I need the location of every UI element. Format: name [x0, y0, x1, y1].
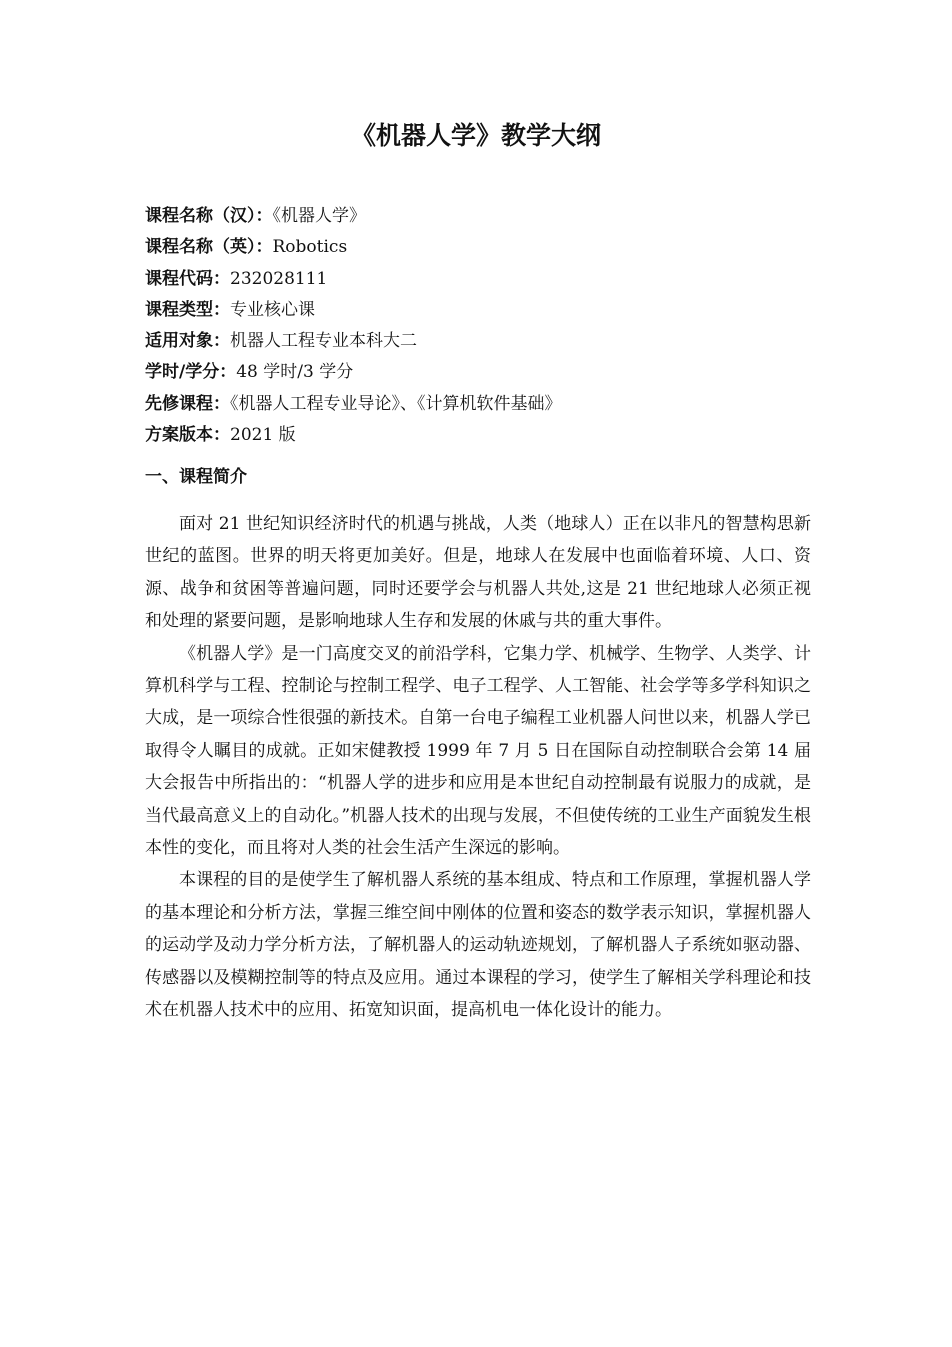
course-code-row: [145, 264, 815, 295]
meta-value: 48 学时/3 学分: [236, 362, 354, 383]
prerequisites-row: [145, 389, 815, 420]
paragraph: 本课程的目的是使学生了解机器人系统的基本组成、特点和工作原理，掌握机器人学的基本理论和分析方法，掌握三维空间中刚体的位置和姿态的数学表示知识，掌握机器人的运动学及动力学分析方法，了解机器人的运动轨迹规划，了解机器人子系统如驱动器、传感器以及模糊控制等的特点及应用。通过本课程的学习，使学生了解相关学科理论和技术在机器人技术中的应用、拓宽知识面，提高机电一体化设计的能力。: [145, 870, 811, 1021]
meta-label: 课程类型：: [145, 299, 230, 320]
meta-label: 课程名称（汉）：: [145, 206, 273, 226]
meta-value: 《机器人工程专业导论》、《计算机软件基础》: [230, 393, 562, 414]
target-audience-row: [145, 326, 815, 357]
scheme-version-row: [145, 420, 815, 451]
meta-label: 课程名称（英）：: [145, 237, 273, 258]
paragraph: 《机器人学》是一门高度交叉的前沿学科，它集力学、机械学、生物学、人类学、计算机科学与工程、控制论与控制工程学、电子工程学、人工智能、社会学等多学科知识之大成，是一项综合性很强的新技术。自第一台电子编程工业机器人问世以来，机器人学已取得令人瞩目的成就。正如宋健教授 1999 年 7 月 5 日在国际自动控制联合会第 14 届大会报告中所指出的：“机器人学的进步和应用是本世纪自动控制最有说服力的成就，是当代最高意义上的自动化。”机器人技术的出现与发展，不但使传统的工业生产面貌发生根本性的变化，而且将对人类的社会生活产生深远的影响。: [145, 643, 811, 859]
document-title: 《机器人学》教学大纲: [350, 121, 601, 150]
course-type-row: [145, 295, 815, 326]
course-name-cn-row: [145, 201, 815, 232]
meta-label: 先修课程：: [145, 393, 230, 414]
meta-label: 方案版本：: [145, 425, 230, 446]
meta-value: 2021 版: [230, 425, 296, 446]
paragraph: 面对 21 世纪知识经济时代的机遇与挑战，人类（地球人）正在以非凡的智慧构思新世纪的蓝图。世界的明天将更加美好。但是，地球人在发展中也面临着环境、人口、资源、战争和贫困等普遍问题，同时还要学会与机器人共处,这是 21 世纪地球人必须正视和处理的紧要问题，是影响地球人生存和发展的休戚与共的重大事件。: [145, 514, 811, 632]
meta-value: 232028111: [230, 268, 328, 289]
meta-value: 《机器人学》: [272, 206, 366, 226]
meta-label: 课程代码：: [145, 268, 230, 289]
meta-value: 机器人工程专业本科大二: [230, 331, 417, 352]
meta-label: 适用对象：: [145, 331, 230, 352]
course-info-list: [145, 201, 815, 451]
course-name-en-row: [145, 232, 815, 263]
hours-credits-row: [145, 357, 815, 388]
section-heading-intro: 一、课程简介: [145, 467, 247, 487]
meta-value: 专业核心课: [230, 299, 315, 320]
meta-value: Robotics: [272, 237, 348, 258]
course-intro-body: [145, 508, 811, 1027]
meta-label: 学时/学分：: [145, 362, 237, 383]
